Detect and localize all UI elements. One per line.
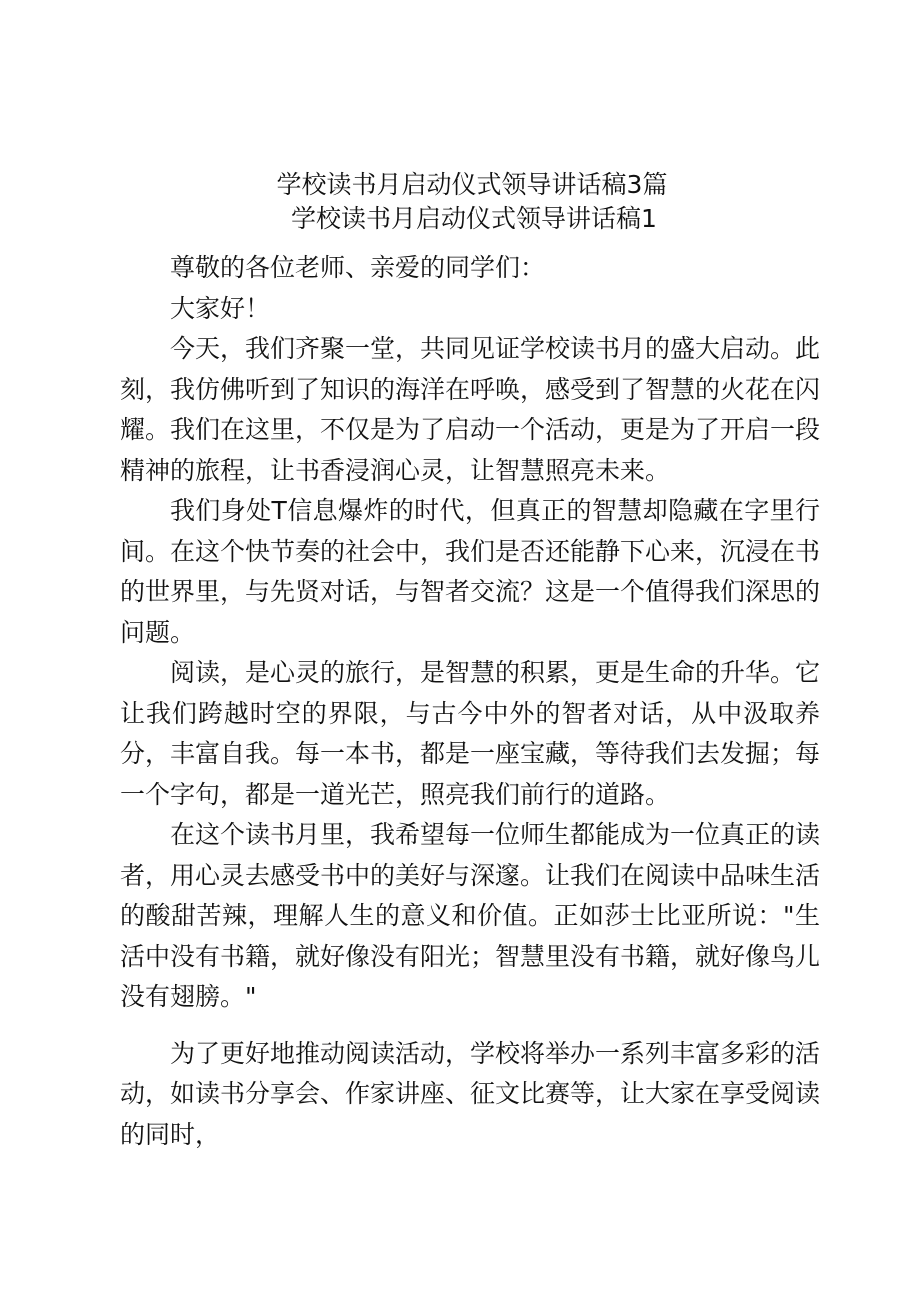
paragraph: 今天，我们齐聚一堂，共同见证学校读书月的盛大启动。此刻，我仿佛听到了知识的海洋在呼唤，感受到了智慧的火花在闪耀。我们在这里，不仅是为了启动一个活动，更是为了开启一段精神的旅程，让书香浸润心灵，让智慧照亮未来。 <box>120 334 821 485</box>
salutation-line: 大家好！ <box>170 293 271 323</box>
document-page <box>120 168 820 1155</box>
document-subtitle: 学校读书月启动仪式领导讲话稿1 <box>291 204 657 233</box>
paragraph: 阅读，是心灵的旅行，是智慧的积累，更是生命的升华。它让我们跨越时空的界限，与古今中外的智者对话，从中汲取养分，丰富自我。每一本书，都是一座宝藏，等待我们去发掘；每一个字句，都是一道光芒，照亮我们前行的道路。 <box>120 658 821 809</box>
document-title: 学校读书月启动仪式领导讲话稿3篇 <box>276 170 668 199</box>
greeting-line: 尊敬的各位老师、亲爱的同学们： <box>170 253 546 282</box>
paragraph: 在这个读书月里，我希望每一位师生都能成为一位真正的读者，用心灵去感受书中的美好与深邃。让我们在阅读中品味生活的酸甜苦辣，理解人生的意义和价值。正如莎士比亚所说："生活中没有书籍，就好像没有阳光；智慧里没有书籍，就好像鸟儿没有翅膀。" <box>120 820 821 1011</box>
paragraph: 为了更好地推动阅读活动，学校将举办一系列丰富多彩的活动，如读书分享会、作家讲座、征文比赛等，让大家在享受阅读的同时， <box>120 1038 821 1149</box>
paragraph: 我们身处T信息爆炸的时代，但真正的智慧却隐藏在字里行间。在这个快节奏的社会中，我们是否还能静下心来，沉浸在书的世界里，与先贤对话，与智者交流？这是一个值得我们深思的问题。 <box>120 496 821 647</box>
